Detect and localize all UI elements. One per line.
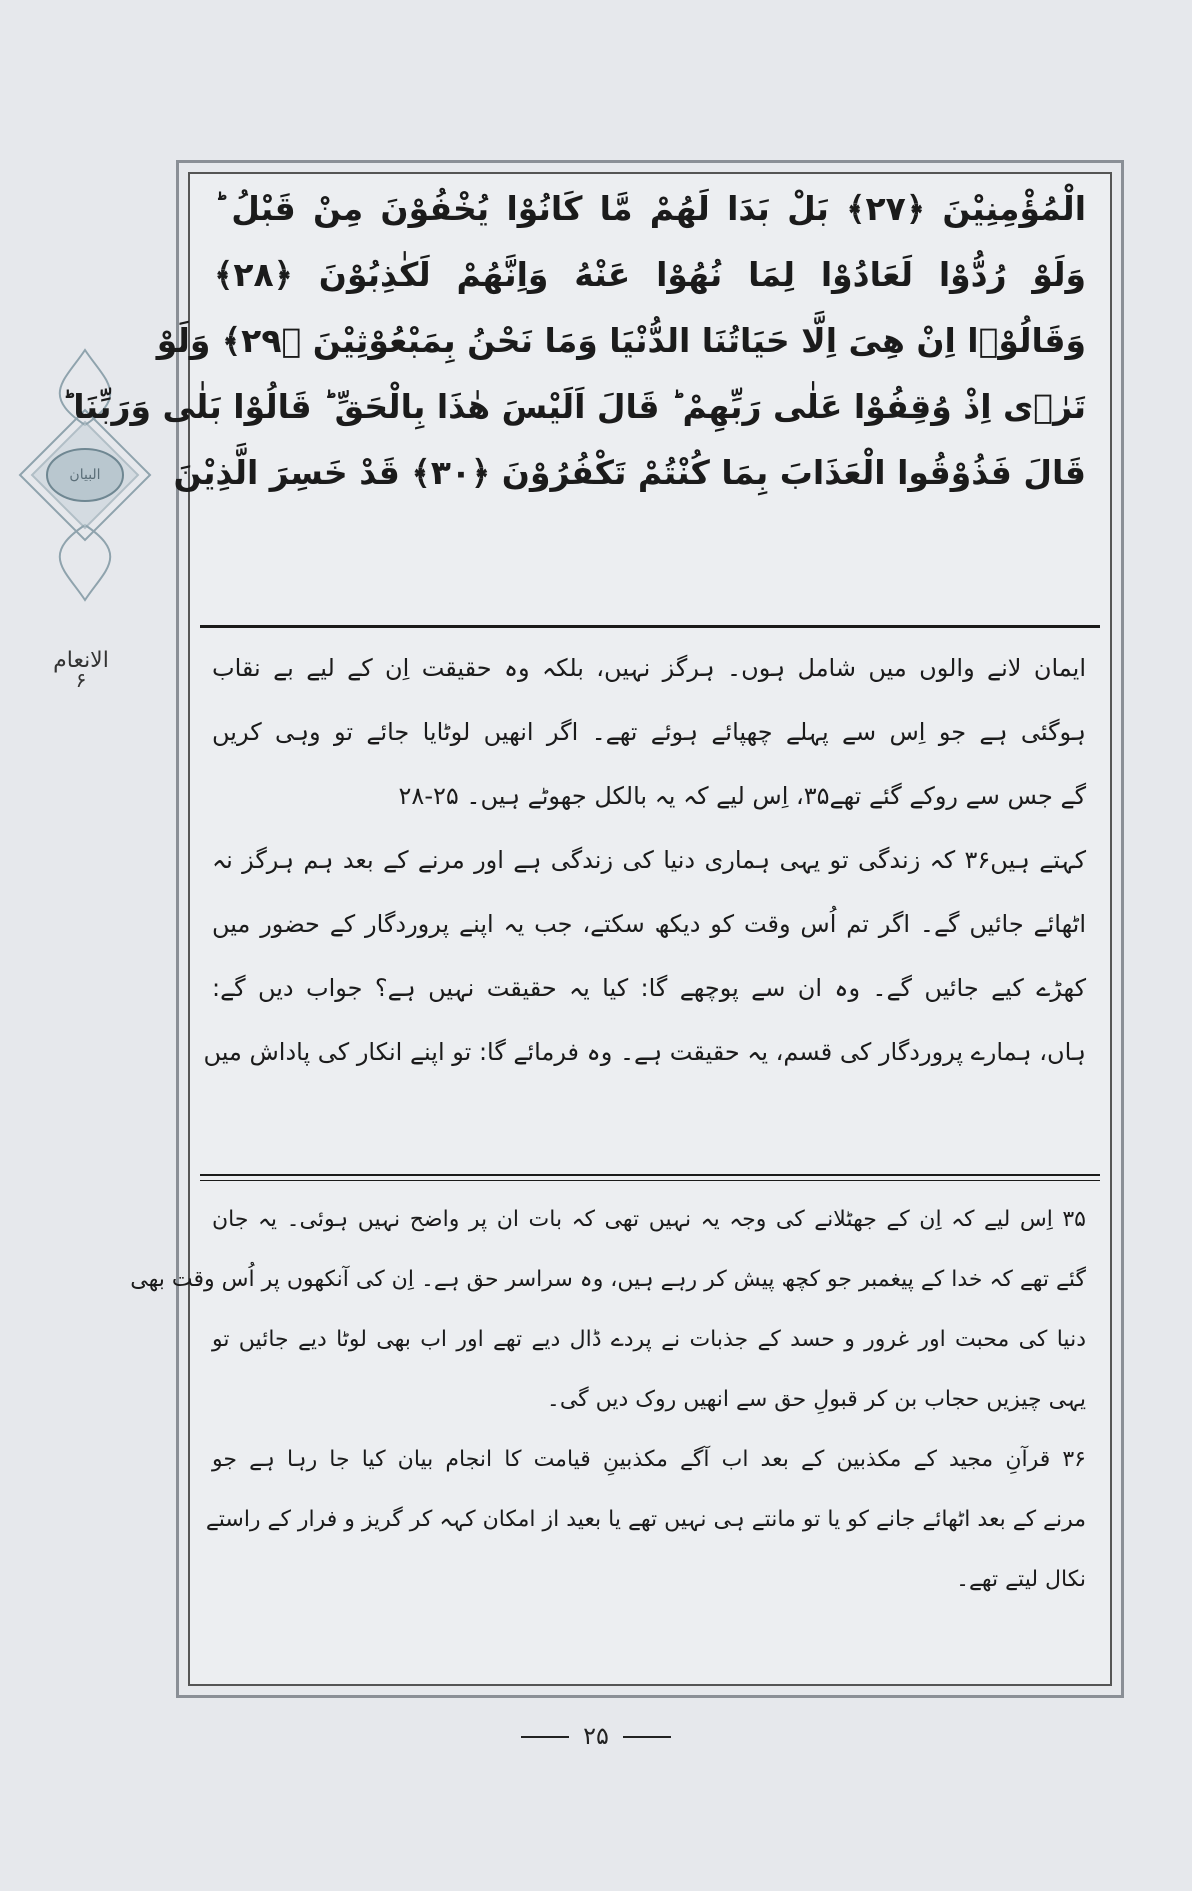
footnote-divider-thin <box>200 1180 1100 1181</box>
footnote-line: نکال لیتے تھے۔ <box>956 1567 1086 1592</box>
verse-line: وَقَالُوْۤا اِنْ هِیَ اِلَّا حَیَاتُنَا الدُّنْیَا وَمَا نَحْنُ بِمَبْعُوْثِیْنَ ﴿۲۹﴾ وَلَوْ <box>156 321 1086 360</box>
footnotes-block <box>130 1190 1086 1610</box>
footnote-line: ۳۵ اِس لیے کہ اِن کے جھٹلانے کی وجہ یہ نہیں تھی کہ بات ان پر واضح نہیں ہوئی۔ یہ جان <box>212 1207 1086 1232</box>
surah-marker <box>46 648 116 692</box>
page-number: ۲۵ <box>583 1722 609 1750</box>
ornament-label: البیان <box>69 467 101 483</box>
translation-line: اٹھائے جائیں گے۔ اگر تم اُس وقت کو دیکھ سکتے، جب یہ اپنے پروردگار کے حضور میں <box>212 910 1086 938</box>
verse-line: قَالَ فَذُوْقُوا الْعَذَابَ بِمَا كُنْتُمْ تَكْفُرُوْنَ ﴿۳۰﴾ قَدْ خَسِرَ الَّذِیْنَ <box>173 453 1086 492</box>
footnote-line: دنیا کی محبت اور غرور و حسد کے جذبات نے پردے ڈال دیے تھے اور اب بھی لوٹا دیے جائیں تو <box>212 1327 1086 1352</box>
translation-line: کہتے ہیں۳۶ کہ زندگی تو یہی ہماری دنیا کی زندگی ہے اور مرنے کے بعد ہم ہرگز نہ <box>212 846 1086 874</box>
footnote-line: ۳۶ قرآنِ مجید کے مکذبین کے بعد اب آگے مکذبینِ قیامت کا انجام بیان کیا جا رہا ہے جو <box>212 1447 1086 1472</box>
surah-name: الانعام <box>53 648 109 673</box>
verse-line: وَلَوْ رُدُّوْا لَعَادُوْا لِمَا نُهُوْا عَنْهُ وَاِنَّهُمْ لَكٰذِبُوْنَ ﴿۲۸﴾ <box>214 255 1086 294</box>
verse-line: تَرٰۤی اِذْ وُقِفُوْا عَلٰی رَبِّهِمْ ؕ قَالَ اَلَیْسَ هٰذَا بِالْحَقِّ ؕ قَالُوْا بَلٰی وَرَبِّنَا ؕ <box>61 387 1086 426</box>
footnote-line: مرنے کے بعد اٹھائے جانے کو یا تو مانتے ہی نہیں تھے یا بعید از امکان کہہ کر گریز و فرار کے راستے <box>205 1507 1086 1532</box>
verse-divider <box>200 625 1100 628</box>
page-number-dash <box>521 1736 569 1738</box>
footnote-divider <box>200 1174 1100 1176</box>
page-number-dash <box>623 1736 671 1738</box>
translation-line: گے جس سے روکے گئے تھے۳۵، اِس لیے کہ یہ بالکل جھوٹے ہیں۔ ۲۵-۲۸ <box>398 782 1086 810</box>
translation-line: ہوگئی ہے جو اِس سے پہلے چھپائے ہوئے تھے۔ اگر انھیں لوٹایا جائے تو وہی کریں <box>212 718 1086 746</box>
translation-line: ایمان لانے والوں میں شامل ہوں۔ ہرگز نہیں، بلکہ وہ حقیقت اِن کے لیے بے نقاب <box>212 654 1086 682</box>
footnote-line: گئے تھے کہ خدا کے پیغمبر جو کچھ پیش کر رہے ہیں، وہ سراسر حق ہے۔ اِن کی آنکھوں پر اُس وقت بھی <box>130 1267 1086 1292</box>
translation-line: ہاں، ہمارے پروردگار کی قسم، یہ حقیقت ہے۔ وہ فرمائے گا: تو اپنے انکار کی پاداش میں <box>203 1038 1086 1066</box>
verse-line: الْمُؤْمِنِیْنَ ﴿۲۷﴾ بَلْ بَدَا لَهُمْ مَّا كَانُوْا یُخْفُوْنَ مِنْ قَبْلُ ؕ <box>214 189 1087 228</box>
page-number-footer <box>0 1722 1192 1750</box>
footnote-line: یہی چیزیں حجاب بن کر قبولِ حق سے انھیں روک دیں گی۔ <box>546 1387 1086 1412</box>
translation-block <box>203 636 1086 1084</box>
translation-line: کھڑے کیے جائیں گے۔ وہ ان سے پوچھے گا: کیا یہ حقیقت نہیں ہے؟ جواب دیں گے: <box>212 974 1086 1002</box>
surah-number: ۶ <box>75 668 87 692</box>
